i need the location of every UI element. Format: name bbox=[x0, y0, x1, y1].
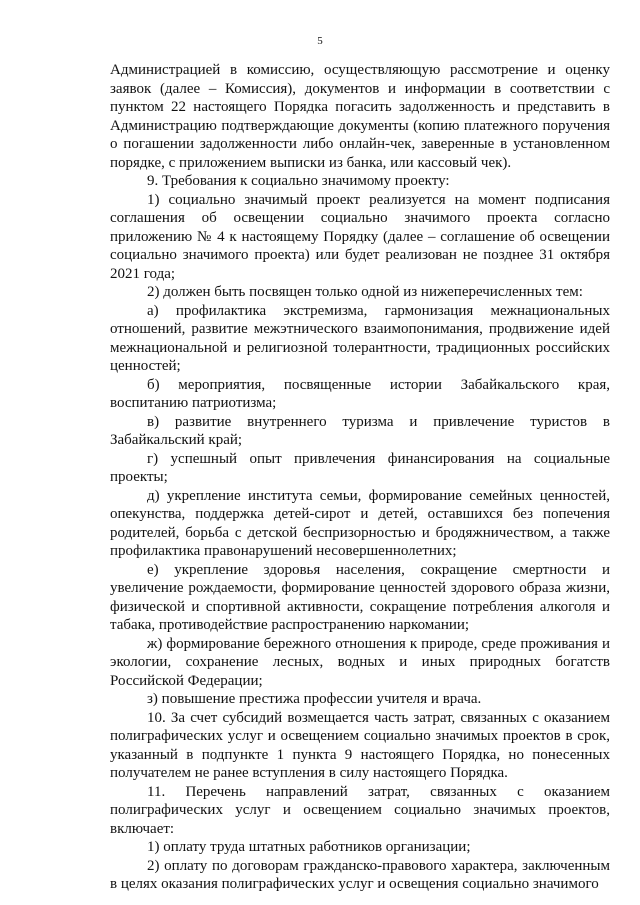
paragraph-item-9-2: 2) должен быть посвящен только одной из нижеперечисленных тем: bbox=[147, 284, 583, 300]
paragraph-item-11: 11. Перечень направлений затрат, связанных с оказанием полиграфических услуг и освещением социально значимых проектов, включает: bbox=[110, 783, 610, 837]
paragraph-item-9: 9. Требования к социально значимому проекту: bbox=[147, 173, 450, 189]
paragraph-item-10: 10. За счет субсидий возмещается часть затрат, связанных с оказанием полиграфических услуг и освещением социально значимых проектов в срок, указанный в подпункте 1 пункта 9 настоящего Порядка, но понесенных получателем не ранее вступления в силу настоящего Порядка. bbox=[110, 709, 610, 781]
paragraph-subitem-zh: ж) формирование бережного отношения к природе, среде проживания и экологии, сохранение лесных, водных и иных природных богатств Российской Федерации; bbox=[110, 635, 610, 689]
document-body bbox=[110, 61, 610, 894]
paragraph-subitem-d: д) укрепление института семьи, формирование семейных ценностей, опекунства, поддержка детей-сирот и детей, оставшихся без попечения родителей, борьба с детской беспризорностью и бродяжничеством, а также профилактика правонарушений несовершеннолетних; bbox=[110, 487, 610, 559]
paragraph-subitem-b: б) мероприятия, посвященные истории Забайкальского края, воспитанию патриотизма; bbox=[110, 376, 610, 411]
paragraph-subitem-z: з) повышение престижа профессии учителя и врача. bbox=[147, 691, 482, 707]
paragraph-subitem-g: г) успешный опыт привлечения финансирования на социальные проекты; bbox=[110, 450, 610, 485]
paragraph-item-11-1: 1) оплату труда штатных работников организации; bbox=[147, 839, 471, 855]
paragraph-item-11-2: 2) оплату по договорам гражданско-правового характера, заключенным в целях оказания полиграфических услуг и освещения социально значимого bbox=[110, 857, 610, 892]
paragraph-subitem-v: в) развитие внутреннего туризма и привлечение туристов в Забайкальский край; bbox=[110, 413, 610, 448]
paragraph-subitem-e: е) укрепление здоровья населения, сокращение смертности и увеличение рождаемости, формирование ценностей здорового образа жизни, физической и спортивной активности, сокращение потребления алкоголя и табака, противодействие распространению наркомании; bbox=[110, 561, 610, 633]
paragraph-item-9-1: 1) социально значимый проект реализуется на момент подписания соглашения об освещении социально значимого проекта согласно приложению № 4 к настоящему Порядку (далее – соглашение об освещении социально значимого проекта) или будет реализован не позднее 31 октября 2021 года; bbox=[110, 191, 610, 282]
paragraph-subitem-a: а) профилактика экстремизма, гармонизация межнациональных отношений, развитие межэтнического взаимопонимания, продвижение идей межнациональной и религиозной толерантности, традиционных российских ценностей; bbox=[110, 302, 610, 374]
paragraph-continuation: Администрацией в комиссию, осуществляющую рассмотрение и оценку заявок (далее – Комиссия), документов и информации в соответствии с пунктом 22 настоящего Порядка погасить задолженность и представить в Администрацию подтверждающие документы (копию платежного поручения о погашении задолженности либо онлайн-чек, заверенные в установленном порядке, с приложением выписки из банка, или кассовый чек). bbox=[110, 62, 610, 171]
page-number: 5 bbox=[317, 35, 323, 47]
